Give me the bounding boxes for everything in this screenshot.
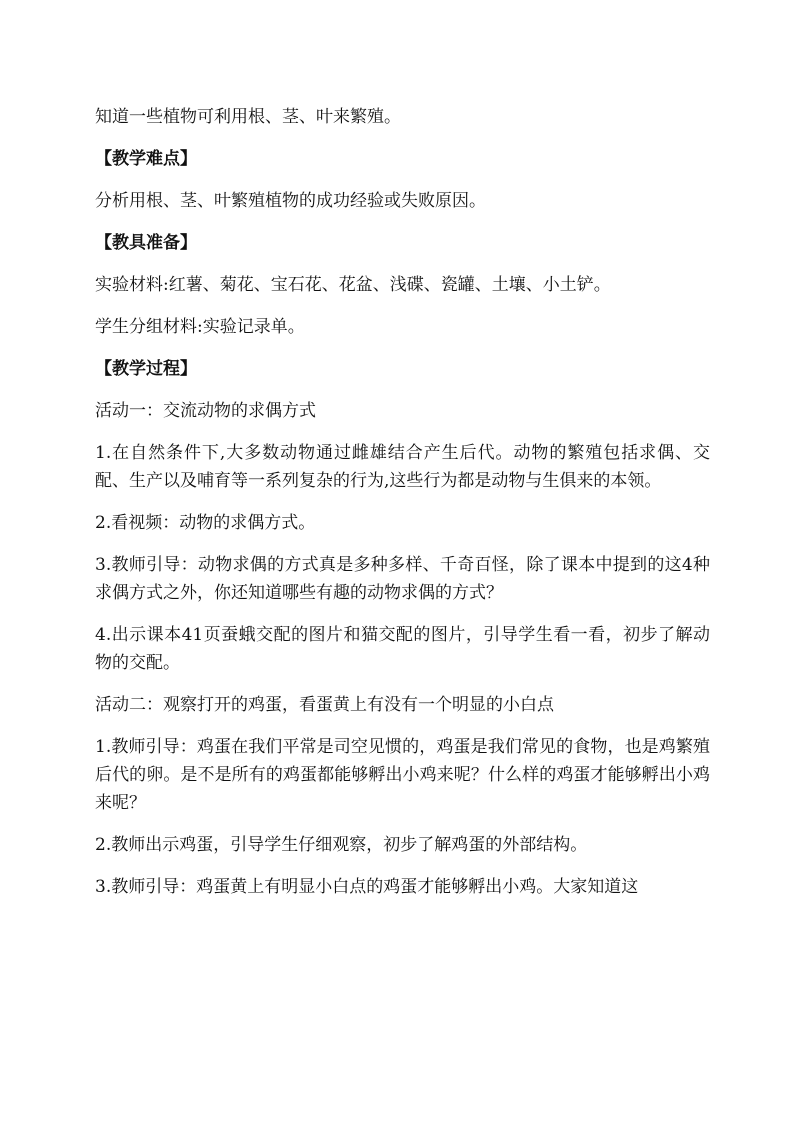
activity-one-step-3: 3.教师引导：动物求偶的方式真是多种多样、千奇百怪，除了课本中提到的这4种求偶方式之外，你还知道哪些有趣的动物求偶的方式？: [95, 555, 710, 603]
difficulty-text: 分析用根、茎、叶繁殖植物的成功经验或失败原因。: [95, 191, 486, 211]
section-heading-materials: 【教具准备】: [95, 233, 197, 253]
activity-two-step-2: 2.教师出示鸡蛋，引导学生仔细观察，初步了解鸡蛋的外部结构。: [95, 835, 588, 855]
materials-text: 实验材料:红薯、菊花、宝石花、花盆、浅碟、瓷罐、土壤、小土铲。: [95, 275, 611, 295]
activity-one-title: 活动一：交流动物的求偶方式: [95, 401, 316, 421]
activity-two-step-1: 1.教师引导：鸡蛋在我们平常是司空见惯的，鸡蛋是我们常见的食物，也是鸡繁殖后代的卵。是不是所有的鸡蛋都能够孵出小鸡来呢？什么样的鸡蛋才能够孵出小鸡来呢？: [95, 737, 710, 813]
section-heading-process: 【教学过程】: [95, 359, 197, 379]
activity-two-title: 活动二：观察打开的鸡蛋，看蛋黄上有没有一个明显的小白点: [95, 695, 554, 715]
objective-text: 知道一些植物可利用根、茎、叶来繁殖。: [95, 107, 401, 127]
group-materials-text: 学生分组材料:实验记录单。: [95, 317, 305, 337]
activity-one-step-1: 1.在自然条件下,大多数动物通过雌雄结合产生后代。动物的繁殖包括求偶、交配、生产以及哺育等一系列复杂的行为,这些行为都是动物与生俱来的本领。: [95, 443, 710, 491]
activity-two-step-3: 3.教师引导：鸡蛋黄上有明显小白点的鸡蛋才能够孵出小鸡。大家知道这: [95, 877, 639, 897]
activity-one-step-2: 2.看视频：动物的求偶方式。: [95, 513, 316, 533]
document-body: [95, 103, 710, 915]
section-heading-difficulty: 【教学难点】: [95, 149, 197, 169]
activity-one-step-4: 4.出示课本41页蚕蛾交配的图片和猫交配的图片，引导学生看一看，初步了解动物的交配。: [95, 625, 710, 673]
